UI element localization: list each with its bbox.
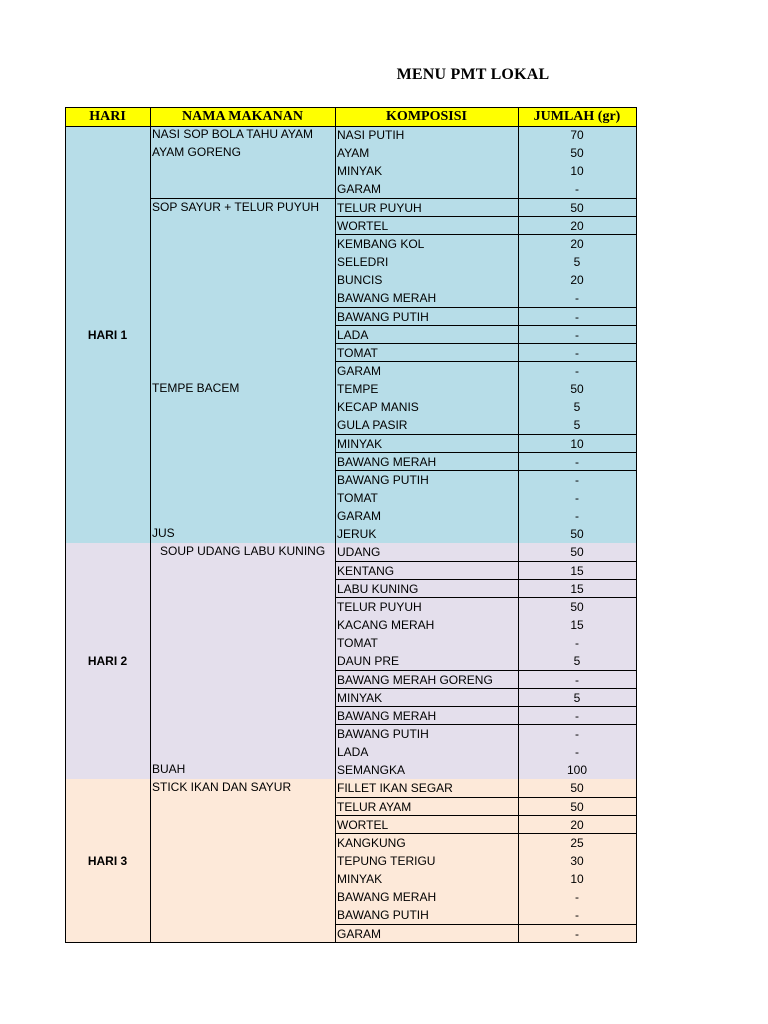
jumlah-cell: 20 — [570, 218, 584, 233]
jumlah-cell: - — [575, 745, 579, 760]
jumlah-cell: - — [575, 509, 579, 524]
jumlah-cell: 25 — [570, 835, 584, 850]
jumlah-cell: 15 — [570, 581, 584, 596]
komposisi-cell: BAWANG MERAH — [337, 291, 437, 306]
jumlah-cell: - — [575, 182, 579, 197]
jumlah-cell: - — [575, 890, 579, 905]
komposisi-cell: KACANG MERAH — [337, 618, 435, 633]
day-label: HARI 2 — [87, 654, 128, 669]
komposisi-cell: BAWANG MERAH — [337, 454, 437, 469]
jumlah-cell: 50 — [570, 527, 584, 542]
grid-line — [150, 942, 336, 943]
jumlah-cell: - — [575, 345, 579, 360]
jumlah-cell: 15 — [570, 618, 584, 633]
jumlah-cell: 50 — [570, 781, 584, 796]
jumlah-cell: - — [575, 309, 579, 324]
jumlah-cell: 50 — [570, 200, 584, 215]
komposisi-cell: NASI PUTIH — [337, 128, 405, 142]
komposisi-cell: BAWANG PUTIH — [337, 908, 429, 923]
jumlah-cell: 50 — [570, 382, 584, 397]
jumlah-cell: - — [575, 926, 579, 941]
column-header: JUMLAH (gr) — [533, 109, 621, 124]
day-label: HARI 3 — [87, 854, 128, 869]
jumlah-cell: 50 — [570, 545, 584, 560]
komposisi-cell: TOMAT — [337, 345, 378, 360]
komposisi-cell: KENTANG — [337, 563, 395, 578]
dish-cell — [150, 543, 335, 761]
grid-line — [65, 942, 151, 943]
jumlah-cell: 50 — [570, 799, 584, 814]
komposisi-cell: DAUN PRE — [337, 654, 400, 669]
jumlah-cell: - — [575, 472, 579, 487]
jumlah-cell: 10 — [570, 164, 584, 179]
jumlah-cell: 50 — [570, 146, 584, 161]
jumlah-cell: - — [575, 636, 579, 651]
jumlah-cell: 50 — [570, 599, 584, 614]
dish-cell — [150, 380, 335, 525]
jumlah-cell: - — [575, 327, 579, 342]
komposisi-cell: GARAM — [337, 182, 382, 197]
komposisi-cell: WORTEL — [337, 218, 389, 233]
komposisi-cell: FILLET IKAN SEGAR — [337, 781, 453, 796]
komposisi-cell: TOMAT — [337, 636, 378, 651]
jumlah-cell: 5 — [573, 418, 581, 433]
column-header: HARI — [89, 109, 126, 124]
jumlah-cell: 5 — [573, 400, 581, 415]
grid-line — [636, 107, 637, 943]
jumlah-cell: 20 — [570, 236, 584, 251]
komposisi-cell: TEPUNG TERIGU — [337, 854, 436, 868]
jumlah-cell: 10 — [570, 872, 584, 887]
komposisi-cell: TELUR PUYUH — [337, 200, 422, 215]
komposisi-cell: GARAM — [337, 363, 382, 378]
jumlah-cell: - — [575, 908, 579, 923]
komposisi-cell: BAWANG PUTIH — [337, 472, 429, 487]
grid-line — [518, 107, 519, 943]
grid-line — [65, 107, 66, 943]
page-title: MENU PMT LOKAL — [396, 66, 550, 83]
dish-name: NASI SOP BOLA TAHU AYAM — [152, 127, 313, 141]
jumlah-cell: 20 — [570, 273, 584, 288]
dish-name: TEMPE BACEM — [152, 381, 240, 396]
komposisi-cell: KANGKUNG — [337, 835, 406, 850]
jumlah-cell: - — [575, 726, 579, 741]
komposisi-cell: BAWANG PUTIH — [337, 726, 429, 741]
day-label: HARI 1 — [87, 327, 128, 342]
grid-line — [65, 107, 637, 108]
dish-name: BUAH — [152, 762, 186, 777]
komposisi-cell: AYAM — [337, 146, 370, 161]
komposisi-cell: BAWANG MERAH GORENG — [337, 672, 493, 687]
jumlah-cell: 100 — [566, 763, 588, 778]
jumlah-cell: - — [575, 454, 579, 469]
komposisi-cell: KEMBANG KOL — [337, 236, 425, 251]
komposisi-cell: LADA — [337, 745, 369, 760]
jumlah-cell: - — [575, 363, 579, 378]
dish-name: AYAM GORENG — [152, 145, 241, 160]
dish-name: SOUP UDANG LABU KUNING — [160, 544, 326, 559]
dish-name: SOP SAYUR + TELUR PUYUH — [152, 199, 320, 214]
column-header: NAMA MAKANAN — [182, 109, 303, 124]
komposisi-cell: TELUR AYAM — [337, 799, 412, 814]
dish-name: JUS — [152, 526, 175, 541]
komposisi-cell: BAWANG PUTIH — [337, 309, 429, 324]
komposisi-cell: GARAM — [337, 509, 382, 524]
jumlah-cell: - — [575, 291, 579, 306]
komposisi-cell: TOMAT — [337, 491, 378, 505]
jumlah-cell: 30 — [570, 854, 584, 868]
komposisi-cell: LADA — [337, 327, 369, 342]
jumlah-cell: 15 — [570, 563, 584, 578]
grid-line — [65, 126, 637, 127]
komposisi-cell: MINYAK — [337, 164, 383, 179]
grid-line — [150, 107, 151, 943]
komposisi-cell: TEMPE — [337, 382, 379, 397]
jumlah-cell: - — [575, 491, 579, 505]
dish-cell — [150, 779, 335, 942]
komposisi-cell: SEMANGKA — [337, 763, 406, 778]
komposisi-cell: GARAM — [337, 926, 382, 941]
jumlah-cell: - — [575, 708, 579, 723]
jumlah-cell: 70 — [570, 128, 584, 142]
dish-cell — [150, 525, 335, 543]
dish-cell — [150, 199, 335, 381]
jumlah-cell: 10 — [570, 436, 584, 451]
komposisi-cell: MINYAK — [337, 690, 383, 705]
jumlah-cell: 5 — [573, 654, 581, 669]
komposisi-cell: TELUR PUYUH — [337, 599, 422, 614]
komposisi-cell: SELEDRI — [337, 255, 389, 270]
komposisi-cell: BUNCIS — [337, 273, 383, 288]
komposisi-cell: MINYAK — [337, 872, 383, 887]
komposisi-cell: BAWANG MERAH — [337, 708, 437, 723]
grid-line — [335, 107, 336, 943]
jumlah-cell: 5 — [573, 255, 581, 270]
komposisi-cell: GULA PASIR — [337, 418, 408, 433]
jumlah-cell: 20 — [570, 817, 584, 832]
komposisi-cell: BAWANG MERAH — [337, 890, 437, 905]
komposisi-cell: JERUK — [337, 527, 377, 542]
komposisi-cell: KECAP MANIS — [337, 400, 419, 415]
jumlah-cell: - — [575, 672, 579, 687]
jumlah-cell: 5 — [573, 690, 581, 705]
komposisi-cell: LABU KUNING — [337, 581, 419, 596]
komposisi-cell: UDANG — [337, 545, 381, 560]
dish-name: STICK IKAN DAN SAYUR — [152, 780, 292, 795]
column-header: KOMPOSISI — [386, 109, 467, 124]
komposisi-cell: MINYAK — [337, 436, 383, 451]
komposisi-cell: WORTEL — [337, 817, 389, 832]
